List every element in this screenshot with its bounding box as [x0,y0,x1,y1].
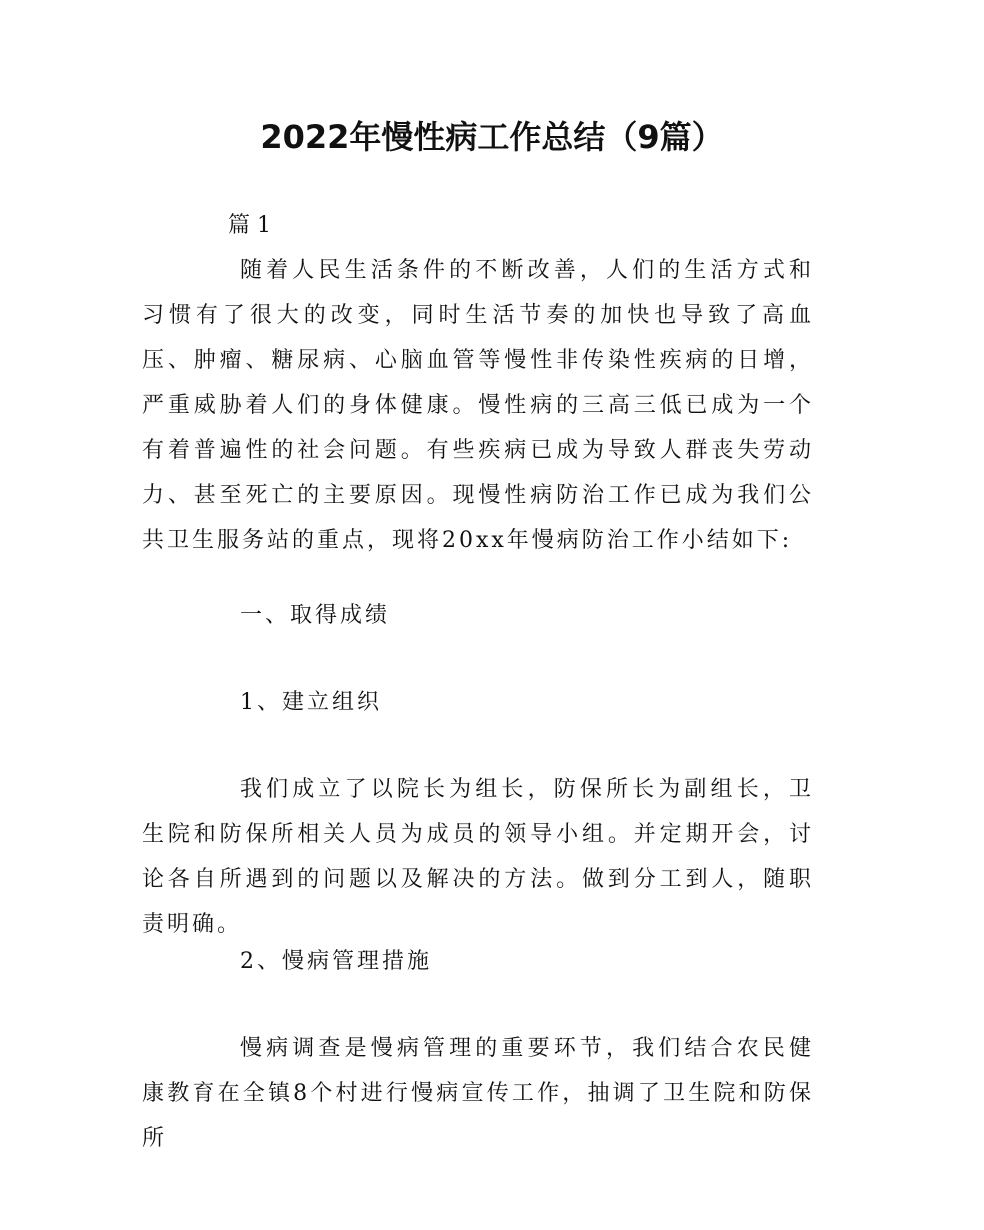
heading-achievements: 一、取得成绩 [240,603,391,628]
heading-establish-organization: 1、建立组织 [240,690,382,715]
section-label: 篇 1 [228,213,271,238]
heading-management-measures: 2、慢病管理措施 [240,949,432,974]
paragraph-measures: 慢病调查是慢病管理的重要环节，我们结合农民健康教育在全镇8个村进行慢病宣传工作，抽调了卫生院和防保所 [142,1036,814,1151]
paragraph-organization: 我们成立了以院长为组长，防保所长为副组长，卫生院和防保所相关人员为成员的领导小组。并定期开会，讨论各自所遇到的问题以及解决的方法。做到分工到人，随职责明确。 [142,777,814,937]
paragraph-intro: 随着人民生活条件的不断改善，人们的生活方式和习惯有了很大的改变，同时生活节奏的加快也导致了高血压、肿瘤、糖尿病、心脑血管等慢性非传染性疾病的日增，严重威胁着人们的身体健康。慢性病的三高三低已成为一个有着普遍性的社会问题。有些疾病已成为导致人群丧失劳动力、甚至死亡的主要原因。现慢性病防治工作已成为我们公共卫生服务站的重点，现将20xx年慢病防治工作小结如下: [142,258,814,553]
document-title: 2022年慢性病工作总结（9篇） [260,118,724,156]
